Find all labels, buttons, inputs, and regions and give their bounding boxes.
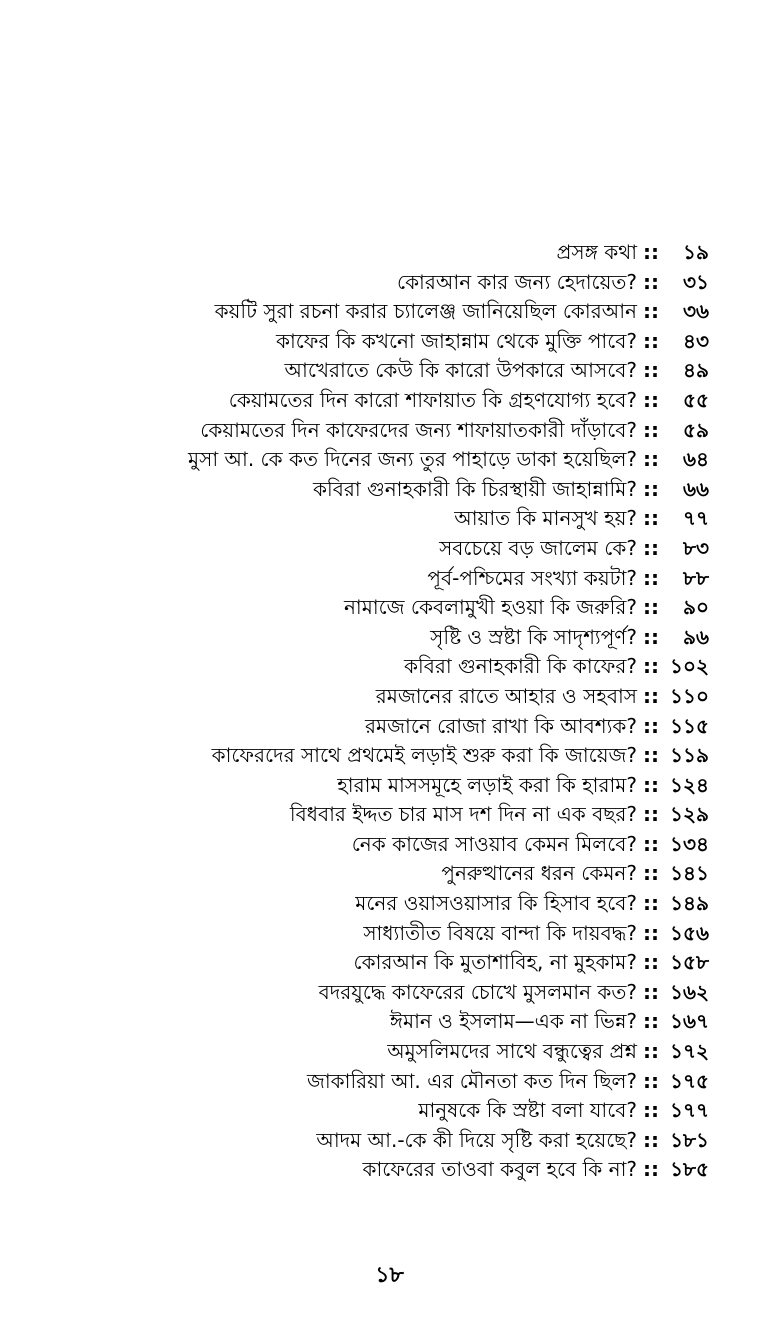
toc-entry-page: ১০২ xyxy=(670,654,709,679)
toc-entry-title: কবিরা গুনাহকারী কি কাফের? xyxy=(404,654,637,679)
toc-entry-page: ৬৪ xyxy=(683,447,709,472)
toc-entry-title: মুসা আ. কে কত দিনের জন্য তুর পাহাড়ে ডাকা হয়েছিল? xyxy=(188,447,637,472)
toc-entry-title: ঈমান ও ইসলাম—এক না ভিন্ন? xyxy=(389,1009,637,1034)
toc-entry xyxy=(69,800,709,830)
page-number: ১৮ xyxy=(375,1263,404,1288)
toc-entry-page: ১৬২ xyxy=(670,979,709,1004)
toc-entry-title: মনের ওয়াসওয়াসার কি হিসাব হবে? xyxy=(355,891,637,916)
toc-entry-page: ১২৯ xyxy=(670,802,709,827)
toc-entry xyxy=(69,682,709,712)
toc-entry-page: ১৩৪ xyxy=(670,831,709,856)
toc-entry-separator: :: xyxy=(643,624,659,649)
toc-entry-title: অমুসলিমদের সাথে বন্ধুত্বের প্রশ্ন xyxy=(387,1039,637,1064)
toc-entry xyxy=(69,475,709,505)
toc-entry xyxy=(69,445,709,475)
toc-entry-title: পুনরুত্থানের ধরন কেমন? xyxy=(441,861,637,886)
toc-entry-separator: :: xyxy=(643,802,659,827)
toc-entry-title: সৃষ্টি ও স্রষ্টা কি সাদৃশ্যপূর্ণ? xyxy=(430,624,637,649)
toc-entry-separator: :: xyxy=(643,1068,659,1093)
toc-entry xyxy=(69,504,709,534)
toc-entry-page: ৬৬ xyxy=(682,476,709,501)
toc-entry xyxy=(69,623,709,653)
toc-entry-page: ১৮১ xyxy=(670,1127,709,1152)
toc-entry-separator: :: xyxy=(643,891,659,916)
toc-entry-title: বদরযুদ্ধে কাফেরের চোখে মুসলমান কত? xyxy=(318,979,637,1004)
toc-entry-separator: :: xyxy=(643,506,659,531)
toc-entry xyxy=(69,297,709,327)
toc-entry-page: ১৭২ xyxy=(670,1039,709,1064)
toc-entry-page: ৩১ xyxy=(683,269,709,294)
toc-entry-separator: :: xyxy=(643,387,659,412)
table-of-contents xyxy=(69,238,709,1185)
toc-entry-separator: :: xyxy=(643,1127,659,1152)
toc-entry-title: নেক কাজের সাওয়াব কেমন মিলবে? xyxy=(351,831,637,856)
toc-entry xyxy=(69,830,709,860)
toc-entry xyxy=(69,386,709,416)
toc-entry-page: ৯৬ xyxy=(683,624,709,649)
toc-entry xyxy=(69,712,709,742)
toc-entry-title: রমজানে রোজা রাখা কি আবশ্যক? xyxy=(365,713,637,738)
toc-entry-page: ১৯ xyxy=(683,240,709,264)
toc-entry xyxy=(69,1096,709,1126)
toc-entry-page: ৮৮ xyxy=(683,565,709,590)
toc-entry-title: আয়াত কি মানসুখ হয়? xyxy=(454,506,637,531)
toc-entry xyxy=(69,1007,709,1037)
toc-entry-separator: :: xyxy=(643,565,659,590)
toc-entry-separator: :: xyxy=(643,269,659,294)
toc-entry-separator: :: xyxy=(643,920,659,945)
toc-entry-page: ১৮৫ xyxy=(670,1157,709,1182)
toc-entry-page: ১২৪ xyxy=(670,772,709,797)
toc-entry-separator: :: xyxy=(643,861,659,886)
toc-entry-separator: :: xyxy=(643,683,659,708)
toc-entry xyxy=(69,534,709,564)
toc-entry-title: কেয়ামতের দিন কারো শাফায়াত কি গ্রহণযোগ্য হবে? xyxy=(228,387,637,412)
toc-entry-page: ৭৭ xyxy=(682,506,709,531)
toc-entry-page: ৪৯ xyxy=(683,358,709,383)
toc-entry-title: আখেরাতে কেউ কি কারো উপকারে আসবে? xyxy=(284,358,637,383)
toc-entry-page: ১৪৯ xyxy=(670,891,709,916)
toc-entry-page: ১৫৬ xyxy=(670,920,709,945)
toc-entry-separator: :: xyxy=(643,417,659,442)
toc-entry-page: ৫৫ xyxy=(683,387,709,412)
toc-entry-separator: :: xyxy=(643,1157,659,1182)
toc-entry-title: সাধ্যাতীত বিষয়ে বান্দা কি দায়বদ্ধ? xyxy=(363,920,637,945)
toc-entry-title: বিধবার ইদ্দত চার মাস দশ দিন না এক বছর? xyxy=(289,802,637,827)
toc-entry xyxy=(69,1155,709,1185)
toc-entry-separator: :: xyxy=(643,299,659,324)
toc-entry xyxy=(69,593,709,623)
toc-entry-page: ৯০ xyxy=(683,595,709,620)
toc-entry-separator: :: xyxy=(643,1009,659,1034)
toc-entry xyxy=(69,356,709,386)
toc-entry-page: ৩৬ xyxy=(682,299,709,324)
toc-entry-separator: :: xyxy=(643,476,659,501)
toc-entry xyxy=(69,268,709,298)
toc-entry-title: পূর্ব-পশ্চিমের সংখ্যা কয়টা? xyxy=(427,565,637,590)
toc-entry-title: হারাম মাসসমূহে লড়াই করা কি হারাম? xyxy=(337,772,637,797)
toc-entry xyxy=(69,564,709,594)
toc-entry-title: সবচেয়ে বড় জালেম কে? xyxy=(439,535,637,560)
toc-entry-separator: :: xyxy=(643,772,659,797)
toc-entry-separator: :: xyxy=(643,447,659,472)
toc-entry-page: ৮৩ xyxy=(683,535,709,560)
toc-entry-title: কেয়ামতের দিন কাফেরদের জন্য শাফায়াতকারী দাঁড়াবে? xyxy=(200,417,637,442)
toc-entry-separator: :: xyxy=(643,979,659,1004)
toc-entry-separator: :: xyxy=(643,654,659,679)
toc-entry-page: ১৭৫ xyxy=(670,1068,709,1093)
toc-entry xyxy=(69,1067,709,1097)
toc-entry xyxy=(69,919,709,949)
toc-entry xyxy=(69,889,709,919)
toc-entry xyxy=(69,416,709,446)
toc-entry-title: নামাজে কেবলামুখী হওয়া কি জরুরি? xyxy=(343,595,637,620)
toc-entry-title: কাফের কি কখনো জাহান্নাম থেকে মুক্তি পাবে? xyxy=(275,328,637,353)
toc-entry-page: ১৭৭ xyxy=(670,1098,709,1123)
toc-entry-separator: :: xyxy=(643,950,659,975)
toc-entry-title: কাফেরের তাওবা কবুল হবে কি না? xyxy=(362,1157,637,1182)
toc-entry xyxy=(69,238,709,268)
toc-entry-separator: :: xyxy=(643,328,659,353)
toc-entry-page: ১৫৮ xyxy=(670,950,709,975)
toc-entry xyxy=(69,948,709,978)
toc-entry-title: কোরআন কি মুতাশাবিহ, না মুহকাম? xyxy=(353,950,637,975)
toc-entry xyxy=(69,978,709,1008)
toc-entry-separator: :: xyxy=(643,1039,659,1064)
toc-entry xyxy=(69,859,709,889)
toc-entry-title: মানুষকে কি স্রষ্টা বলা যাবে? xyxy=(418,1098,637,1123)
toc-entry-title: রমজানের রাতে আহার ও সহবাস xyxy=(375,683,637,708)
toc-entry-separator: :: xyxy=(643,595,659,620)
toc-entry-page: ১১৯ xyxy=(670,743,709,768)
toc-entry-title: কাফেরদের সাথে প্রথমেই লড়াই শুরু করা কি জায়েজ? xyxy=(211,743,637,768)
toc-entry xyxy=(69,327,709,357)
toc-entry-page: ৪৩ xyxy=(683,328,709,353)
toc-entry-title: প্রসঙ্গ কথা xyxy=(556,240,637,264)
toc-entry-page: ১৪১ xyxy=(670,861,709,886)
toc-entry-separator: :: xyxy=(643,1098,659,1123)
toc-entry-separator: :: xyxy=(643,535,659,560)
toc-entry-page: ১১০ xyxy=(670,683,709,708)
toc-entry-title: আদম আ.-কে কী দিয়ে সৃষ্টি করা হয়েছে? xyxy=(316,1127,637,1152)
toc-entry-page: ১১৫ xyxy=(670,713,709,738)
toc-entry xyxy=(69,741,709,771)
toc-entry-title: কবিরা গুনাহকারী কি চিরস্থায়ী জাহান্নামি? xyxy=(312,476,637,501)
toc-entry xyxy=(69,1126,709,1156)
toc-entry-title: জাকারিয়া আ. এর মৌনতা কত দিন ছিল? xyxy=(306,1068,637,1093)
toc-entry-page: ৫৯ xyxy=(683,417,709,442)
toc-entry-title: কয়টি সুরা রচনা করার চ্যালেঞ্জ জানিয়েছিল কোরআন xyxy=(214,299,637,324)
toc-entry xyxy=(69,652,709,682)
toc-entry-separator: :: xyxy=(643,831,659,856)
toc-entry-separator: :: xyxy=(643,743,659,768)
toc-entry-page: ১৬৭ xyxy=(670,1009,709,1034)
toc-entry xyxy=(69,771,709,801)
toc-entry-separator: :: xyxy=(643,240,659,264)
toc-entry-separator: :: xyxy=(643,358,659,383)
toc-entry xyxy=(69,1037,709,1067)
toc-entry-title: কোরআন কার জন্য হেদায়েত? xyxy=(396,269,637,294)
toc-entry-separator: :: xyxy=(643,713,659,738)
